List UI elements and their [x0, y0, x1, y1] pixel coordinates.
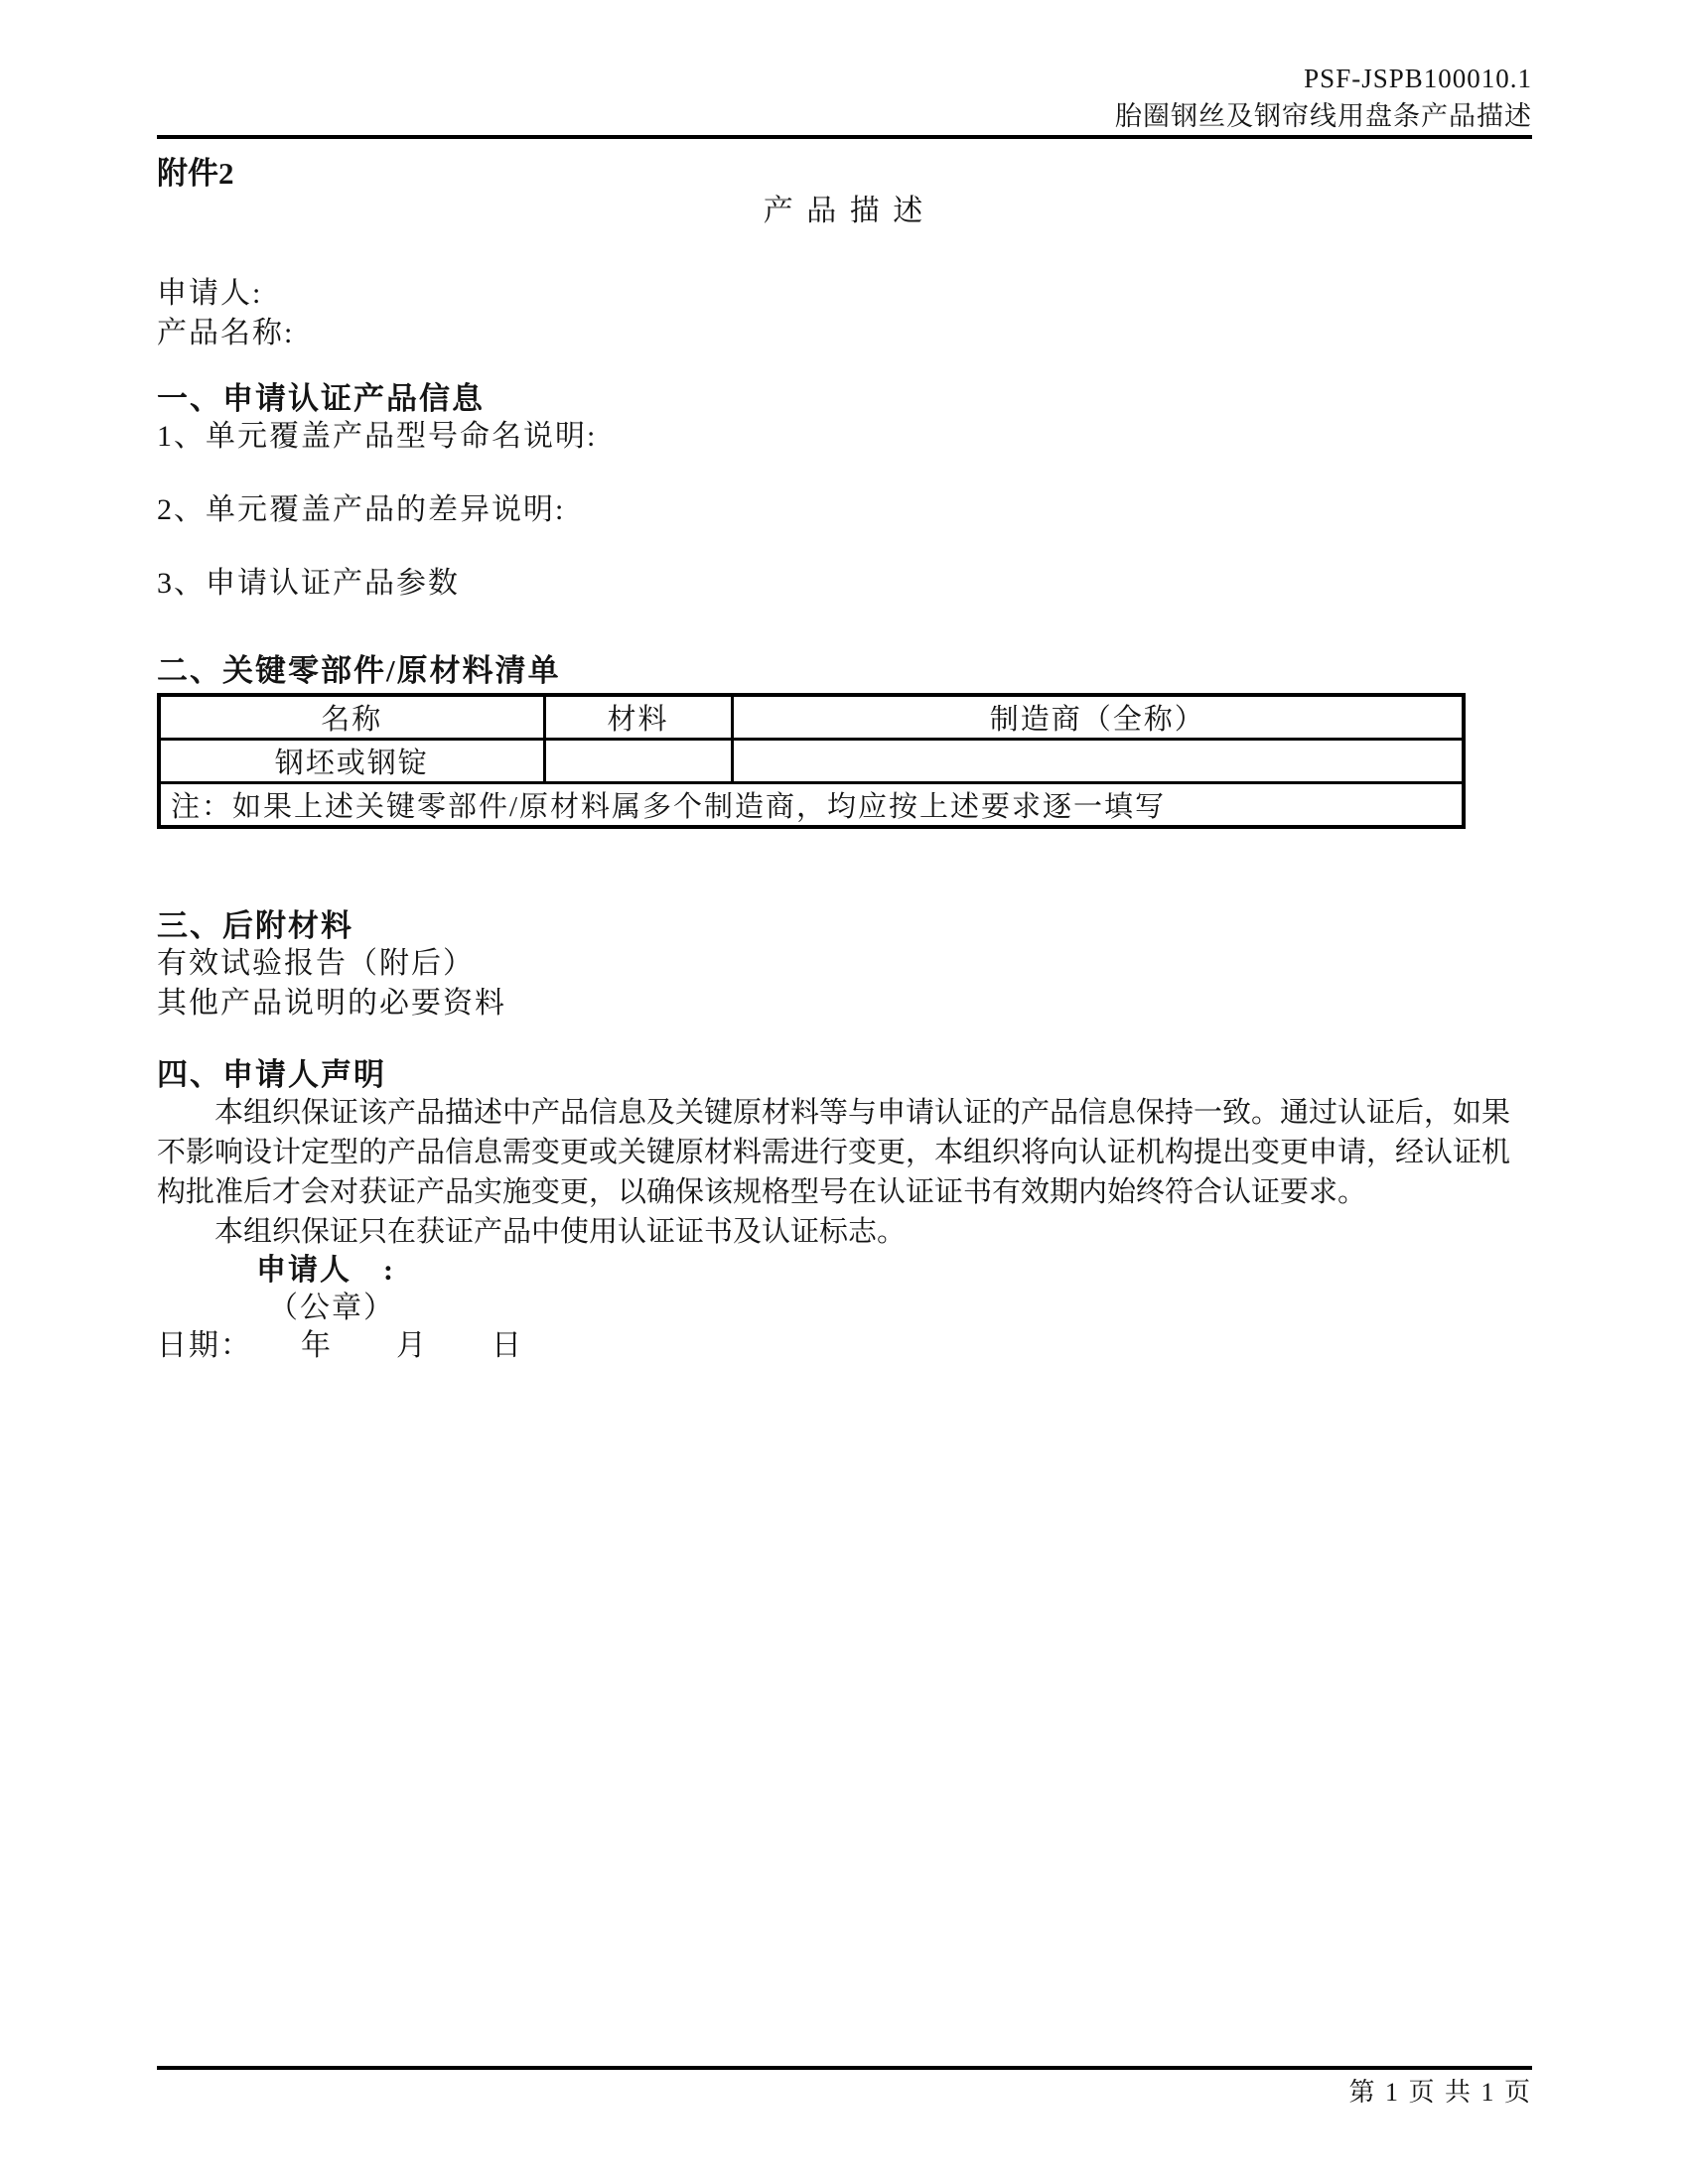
section4-heading: 四、申请人声明 — [157, 1057, 386, 1092]
table-note: 注：如果上述关键零部件/原材料属多个制造商，均应按上述要求逐一填写 — [159, 783, 1464, 828]
col-header-material: 材料 — [544, 695, 732, 740]
table-note-row — [159, 783, 1464, 828]
page-title: 产 品 描 述 — [763, 195, 926, 227]
section3-line-1: 有效试验报告（附后） — [157, 947, 475, 980]
declaration-line-4: 本组织保证只在获证产品中使用认证证书及认证标志。 — [214, 1216, 907, 1248]
section3-heading: 三、后附材料 — [157, 908, 353, 943]
section2-heading: 二、关键零部件/原材料清单 — [157, 653, 561, 688]
signature-date-line: 日期： 年 月 日 — [157, 1329, 523, 1362]
section1-item-3: 3、申请认证产品参数 — [157, 567, 460, 600]
section1-item-2: 2、单元覆盖产品的差异说明: — [157, 493, 566, 526]
signature-seal-label: （公章） — [268, 1292, 395, 1324]
cell-material — [544, 740, 732, 783]
section1-item-1: 1、单元覆盖产品型号命名说明: — [157, 420, 598, 453]
col-header-name: 名称 — [159, 695, 544, 740]
attachment-label: 附件2 — [157, 156, 234, 191]
applicant-label: 申请人: — [157, 277, 263, 310]
table-header-row — [159, 695, 1464, 740]
signature-applicant-label: 申请人 : — [256, 1254, 395, 1287]
declaration-line-1: 本组织保证该产品描述中产品信息及关键原材料等与申请认证的产品信息保持一致。通过认证后，如果 — [214, 1097, 1511, 1129]
product-name-label: 产品名称: — [157, 317, 295, 349]
document-header — [157, 0, 1532, 139]
cell-manufacturer — [732, 740, 1464, 783]
document-footer — [157, 2066, 1532, 2108]
section3-line-2: 其他产品说明的必要资料 — [157, 987, 506, 1020]
declaration-line-3: 构批准后才会对获证产品实施变更，以确保该规格型号在认证证书有效期内始终符合认证要求。 — [157, 1176, 1367, 1208]
table-row — [159, 740, 1464, 783]
doc-header-title: 胎圈钢丝及钢帘线用盘条产品描述 — [1115, 101, 1532, 131]
section1-heading: 一、申请认证产品信息 — [157, 381, 485, 416]
doc-number: PSF-JSPB100010.1 — [1304, 64, 1532, 93]
cell-name: 钢坯或钢锭 — [159, 740, 544, 783]
materials-table — [157, 693, 1466, 829]
page-number: 第 1 页 共 1 页 — [1348, 2078, 1532, 2107]
declaration-line-2: 不影响设计定型的产品信息需变更或关键原材料需进行变更，本组织将向认证机构提出变更申请，经认证机 — [157, 1137, 1511, 1168]
col-header-manufacturer: 制造商（全称） — [732, 695, 1464, 740]
